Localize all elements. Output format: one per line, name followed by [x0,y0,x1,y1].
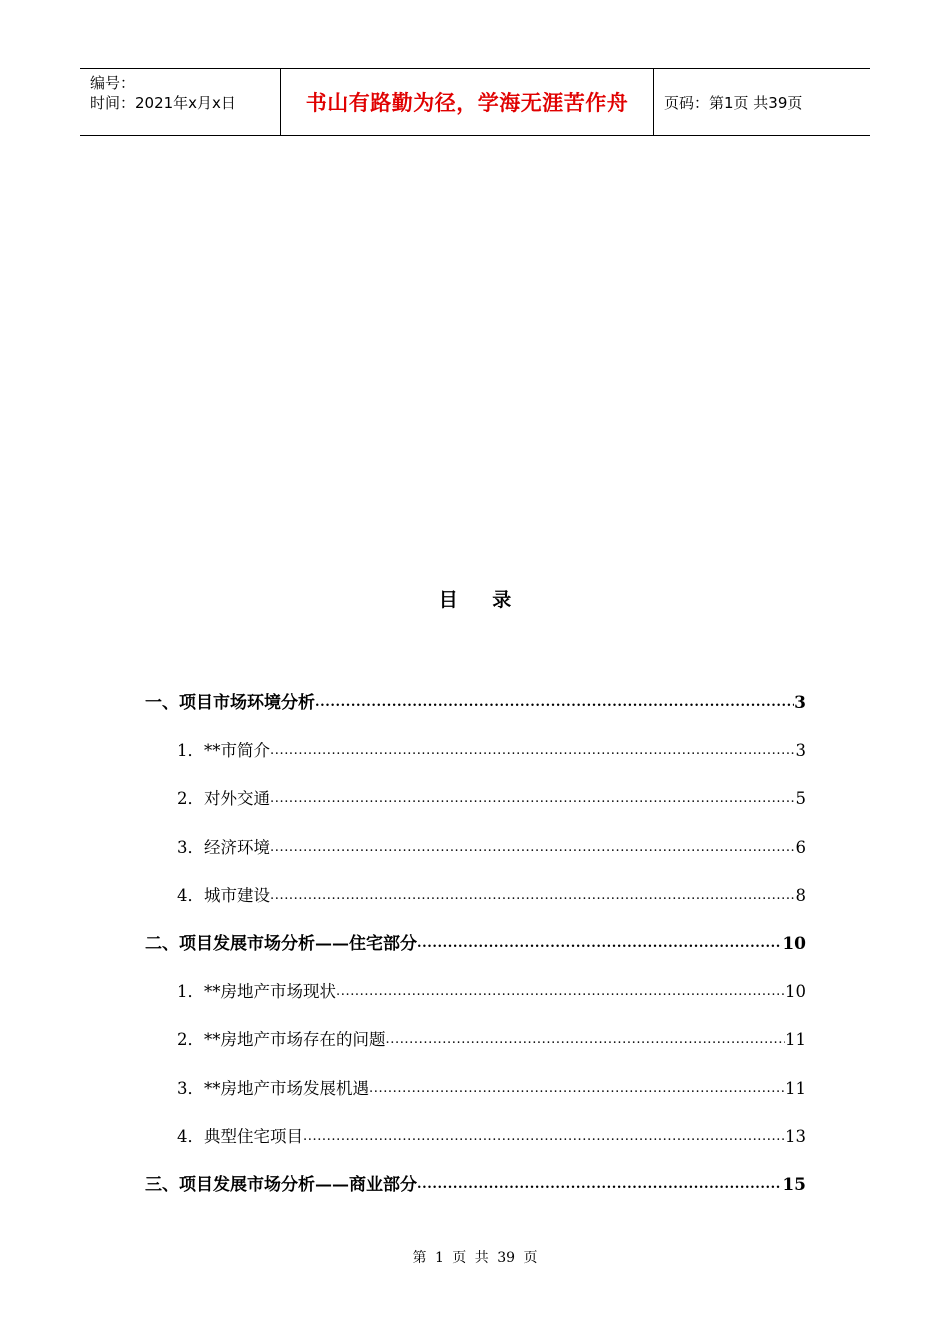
time-label: 时间：2021年x月x日 [90,94,236,112]
toc-section-entry[interactable] [145,690,806,738]
toc-entry-label: 三、项目发展市场分析——商业部分 [145,1174,417,1195]
toc-entry-page: 10 [782,933,806,954]
toc-entry-page: 13 [785,1126,806,1146]
toc-subsection-entry[interactable] [145,1124,806,1172]
toc-entry-label: 二、项目发展市场分析——住宅部分 [145,933,417,954]
toc-leader-dots [270,883,796,909]
page-info: 页码：第1页 共39页 [664,93,803,112]
code-label: 编号： [90,74,136,92]
toc-entry-label: 1．**房地产市场现状 [177,982,336,1002]
header-meta-cell [80,69,281,135]
toc-entry-label: 2．对外交通 [177,789,270,809]
toc-entry-label: 4．城市建设 [177,885,270,905]
toc-subsection-entry[interactable] [145,786,806,834]
toc-subsection-entry[interactable] [145,835,806,883]
toc-entry-page: 3 [795,741,806,761]
toc-leader-dots [270,738,796,764]
toc-section-entry[interactable] [145,931,806,979]
toc-entry-page: 6 [795,837,806,857]
toc-leader-dots [270,786,796,812]
toc-leader-dots [315,690,794,716]
toc-entry-label: 3．经济环境 [177,837,270,857]
toc-subsection-entry[interactable] [145,738,806,786]
toc-subsection-entry[interactable] [145,883,806,931]
toc-subsection-entry[interactable] [145,1027,806,1075]
table-of-contents [145,690,806,1220]
toc-entry-page: 8 [795,885,806,905]
toc-entry-page: 15 [782,1174,806,1195]
page-footer: 第 1 页 共 39 页 [412,1250,538,1266]
toc-entry-page: 11 [785,1078,806,1098]
header-motto-cell [281,69,654,135]
toc-subsection-entry[interactable] [145,1076,806,1124]
toc-entry-label: 一、项目市场环境分析 [145,693,315,713]
toc-leader-dots [417,1172,782,1198]
toc-leader-dots [270,835,796,861]
toc-entry-label: 1．**市简介 [177,741,270,761]
toc-entry-page: 11 [785,1030,806,1050]
toc-leader-dots [386,1027,786,1053]
toc-leader-dots [417,931,782,957]
toc-subsection-entry[interactable] [145,979,806,1027]
motto-text: 书山有路勤为径，学海无涯苦作舟 [305,91,629,115]
toc-entry-page: 3 [794,693,806,713]
toc-title: 目 录 [438,589,526,611]
toc-leader-dots [336,979,785,1005]
page-header [80,68,870,136]
toc-leader-dots [369,1076,785,1102]
header-page-cell [654,69,870,135]
toc-entry-page: 10 [785,982,806,1002]
toc-leader-dots [303,1124,785,1150]
toc-entry-label: 2．**房地产市场存在的问题 [177,1030,386,1050]
toc-section-entry[interactable] [145,1172,806,1220]
toc-entry-label: 3．**房地产市场发展机遇 [177,1078,369,1098]
toc-entry-page: 5 [795,789,806,809]
toc-entry-label: 4．典型住宅项目 [177,1126,303,1146]
